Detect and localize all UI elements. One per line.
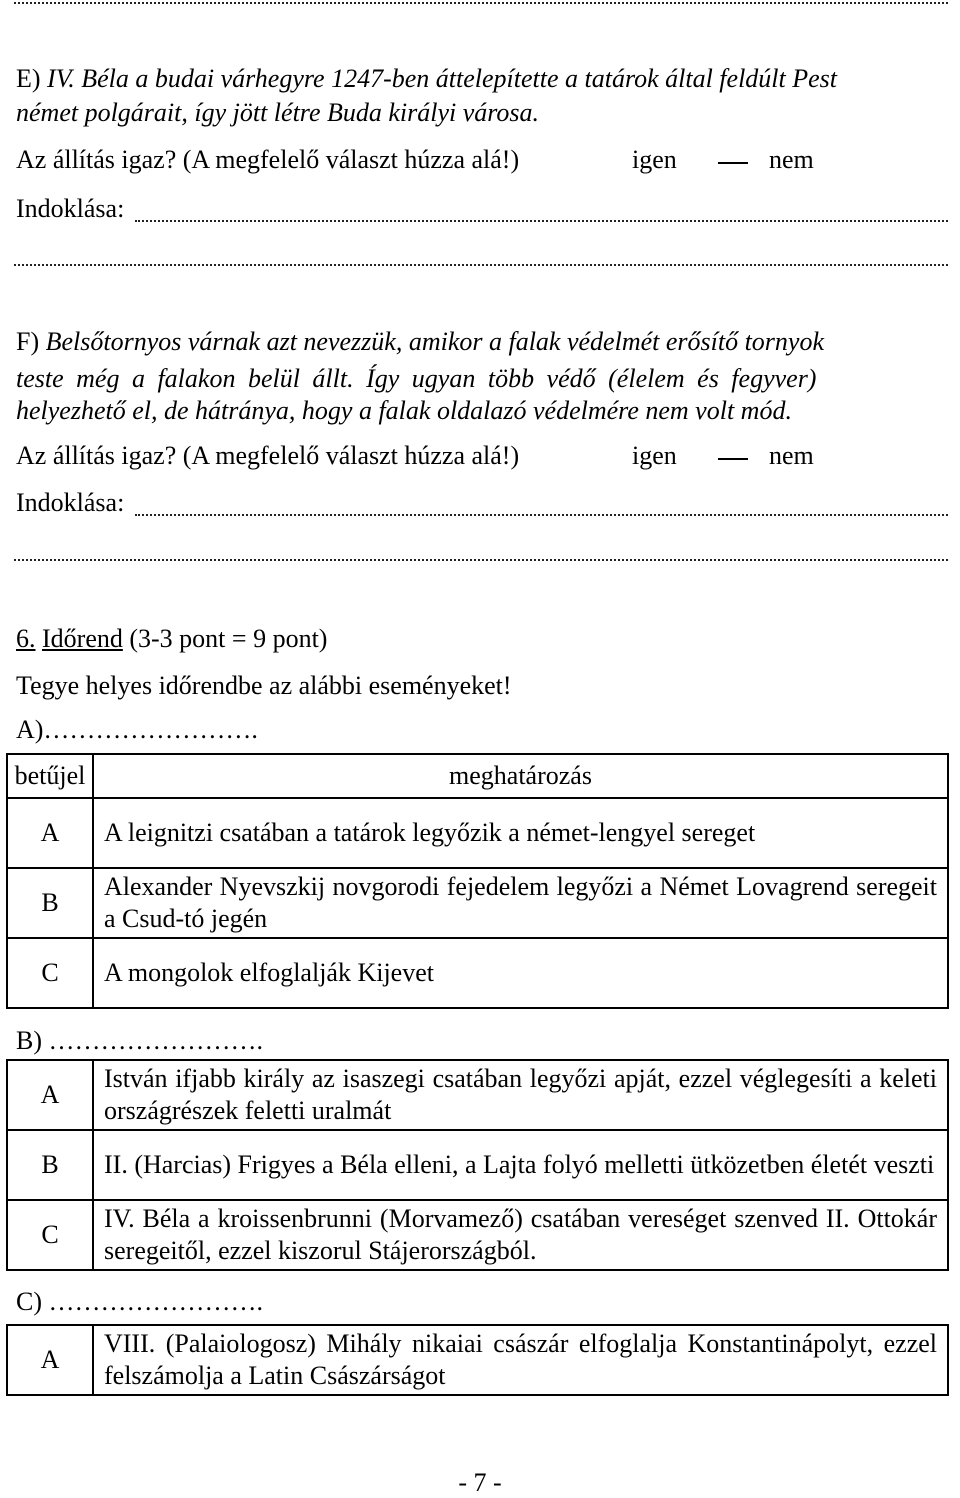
header-letter: betűjel	[7, 754, 93, 798]
event-letter: A	[7, 798, 93, 868]
event-letter: B	[7, 868, 93, 938]
section-f-answer-line1[interactable]	[135, 514, 948, 516]
table-row	[7, 798, 948, 868]
event-description: István ifjabb király az isaszegi csatában legyőzi apját, ezzel véglegesíti a keleti országrészek feletti uralmát	[93, 1060, 948, 1130]
section-e-yes[interactable]: igen	[632, 145, 677, 174]
table-row	[7, 1325, 948, 1395]
top-dotted-rule	[14, 2, 948, 4]
group-a-table	[6, 753, 949, 1009]
section-f-yes[interactable]: igen	[632, 441, 677, 470]
task6-points: (3-3 pont = 9 pont)	[129, 624, 328, 653]
section-e-label: E)	[16, 64, 41, 93]
section-e-question: Az állítás igaz? (A megfelelő választ húzza alá!)	[16, 145, 520, 174]
task6-instruction: Tegye helyes időrendbe az alábbi eseményeket!	[16, 671, 512, 700]
section-f-reason-label: Indoklása:	[16, 488, 125, 517]
group-c-answer-field[interactable]: C) …………………….	[16, 1287, 263, 1316]
task6-number: 6.	[16, 624, 36, 653]
section-e-answer-line1[interactable]	[135, 220, 948, 222]
section-f-text3: helyezhető el, de hátránya, hogy a falak oldalazó védelmére nem volt mód.	[16, 396, 792, 425]
event-description: Alexander Nyevszkij novgorodi fejedelem legyőzi a Német Lovagrend seregeit a Csud-tó jegén	[93, 868, 948, 938]
page-number: - 7 -	[458, 1468, 502, 1497]
table-row	[7, 938, 948, 1008]
event-description: IV. Béla a kroissenbrunni (Morvamező) csatában vereséget szenved II. Ottokár seregeitől, ezzel kiszorul Stájerországból.	[93, 1200, 948, 1270]
section-e-answer-line2[interactable]	[14, 264, 948, 266]
section-f-question: Az állítás igaz? (A megfelelő választ húzza alá!)	[16, 441, 520, 470]
table-row	[7, 868, 948, 938]
section-f-text2: teste még a falakon belül állt. Így ugyan több védő (élelem és fegyver)	[16, 364, 817, 393]
section-f-line1	[16, 327, 824, 357]
group-a-answer-field[interactable]: A)…………………….	[16, 715, 258, 744]
task6-title: Időrend	[42, 624, 123, 653]
table-row	[7, 1200, 948, 1270]
event-description: II. (Harcias) Frigyes a Béla elleni, a Lajta folyó melletti ütközetben életét veszti	[93, 1130, 948, 1200]
group-b-table	[6, 1059, 949, 1271]
table-row	[7, 1060, 948, 1130]
group-c-table	[6, 1324, 949, 1396]
event-letter: A	[7, 1325, 93, 1395]
event-description: A leignitzi csatában a tatárok legyőzik a német-lengyel sereget	[93, 798, 948, 868]
event-letter: B	[7, 1130, 93, 1200]
header-description: meghatározás	[93, 754, 948, 798]
section-f-dash	[718, 458, 748, 460]
event-letter: C	[7, 938, 93, 1008]
section-f-answer-line2[interactable]	[14, 559, 948, 561]
event-letter: C	[7, 1200, 93, 1270]
event-description: VIII. (Palaiologosz) Mihály nikaiai császár elfoglalja Konstantinápolyt, ezzel felszámolja a Latin Császárságot	[93, 1325, 948, 1395]
section-e-line1	[16, 64, 837, 94]
task6-heading	[16, 624, 327, 654]
group-a-header-row	[7, 754, 948, 798]
section-e-no[interactable]: nem	[769, 145, 814, 174]
section-f-text1: Belsőtornyos várnak azt nevezzük, amikor a falak védelmét erősítő tornyok	[45, 327, 824, 356]
section-f-no[interactable]: nem	[769, 441, 814, 470]
table-row	[7, 1130, 948, 1200]
event-description: A mongolok elfoglalják Kijevet	[93, 938, 948, 1008]
section-e-text1: IV. Béla a budai várhegyre 1247-ben áttelepítette a tatárok által feldúlt Pest	[47, 64, 837, 93]
section-e-reason-label: Indoklása:	[16, 194, 125, 223]
event-letter: A	[7, 1060, 93, 1130]
section-e-dash	[718, 162, 748, 164]
section-f-label: F)	[16, 327, 40, 356]
section-e-text2: német polgárait, így jött létre Buda királyi városa.	[16, 98, 540, 127]
group-b-answer-field[interactable]: B) …………………….	[16, 1026, 263, 1055]
